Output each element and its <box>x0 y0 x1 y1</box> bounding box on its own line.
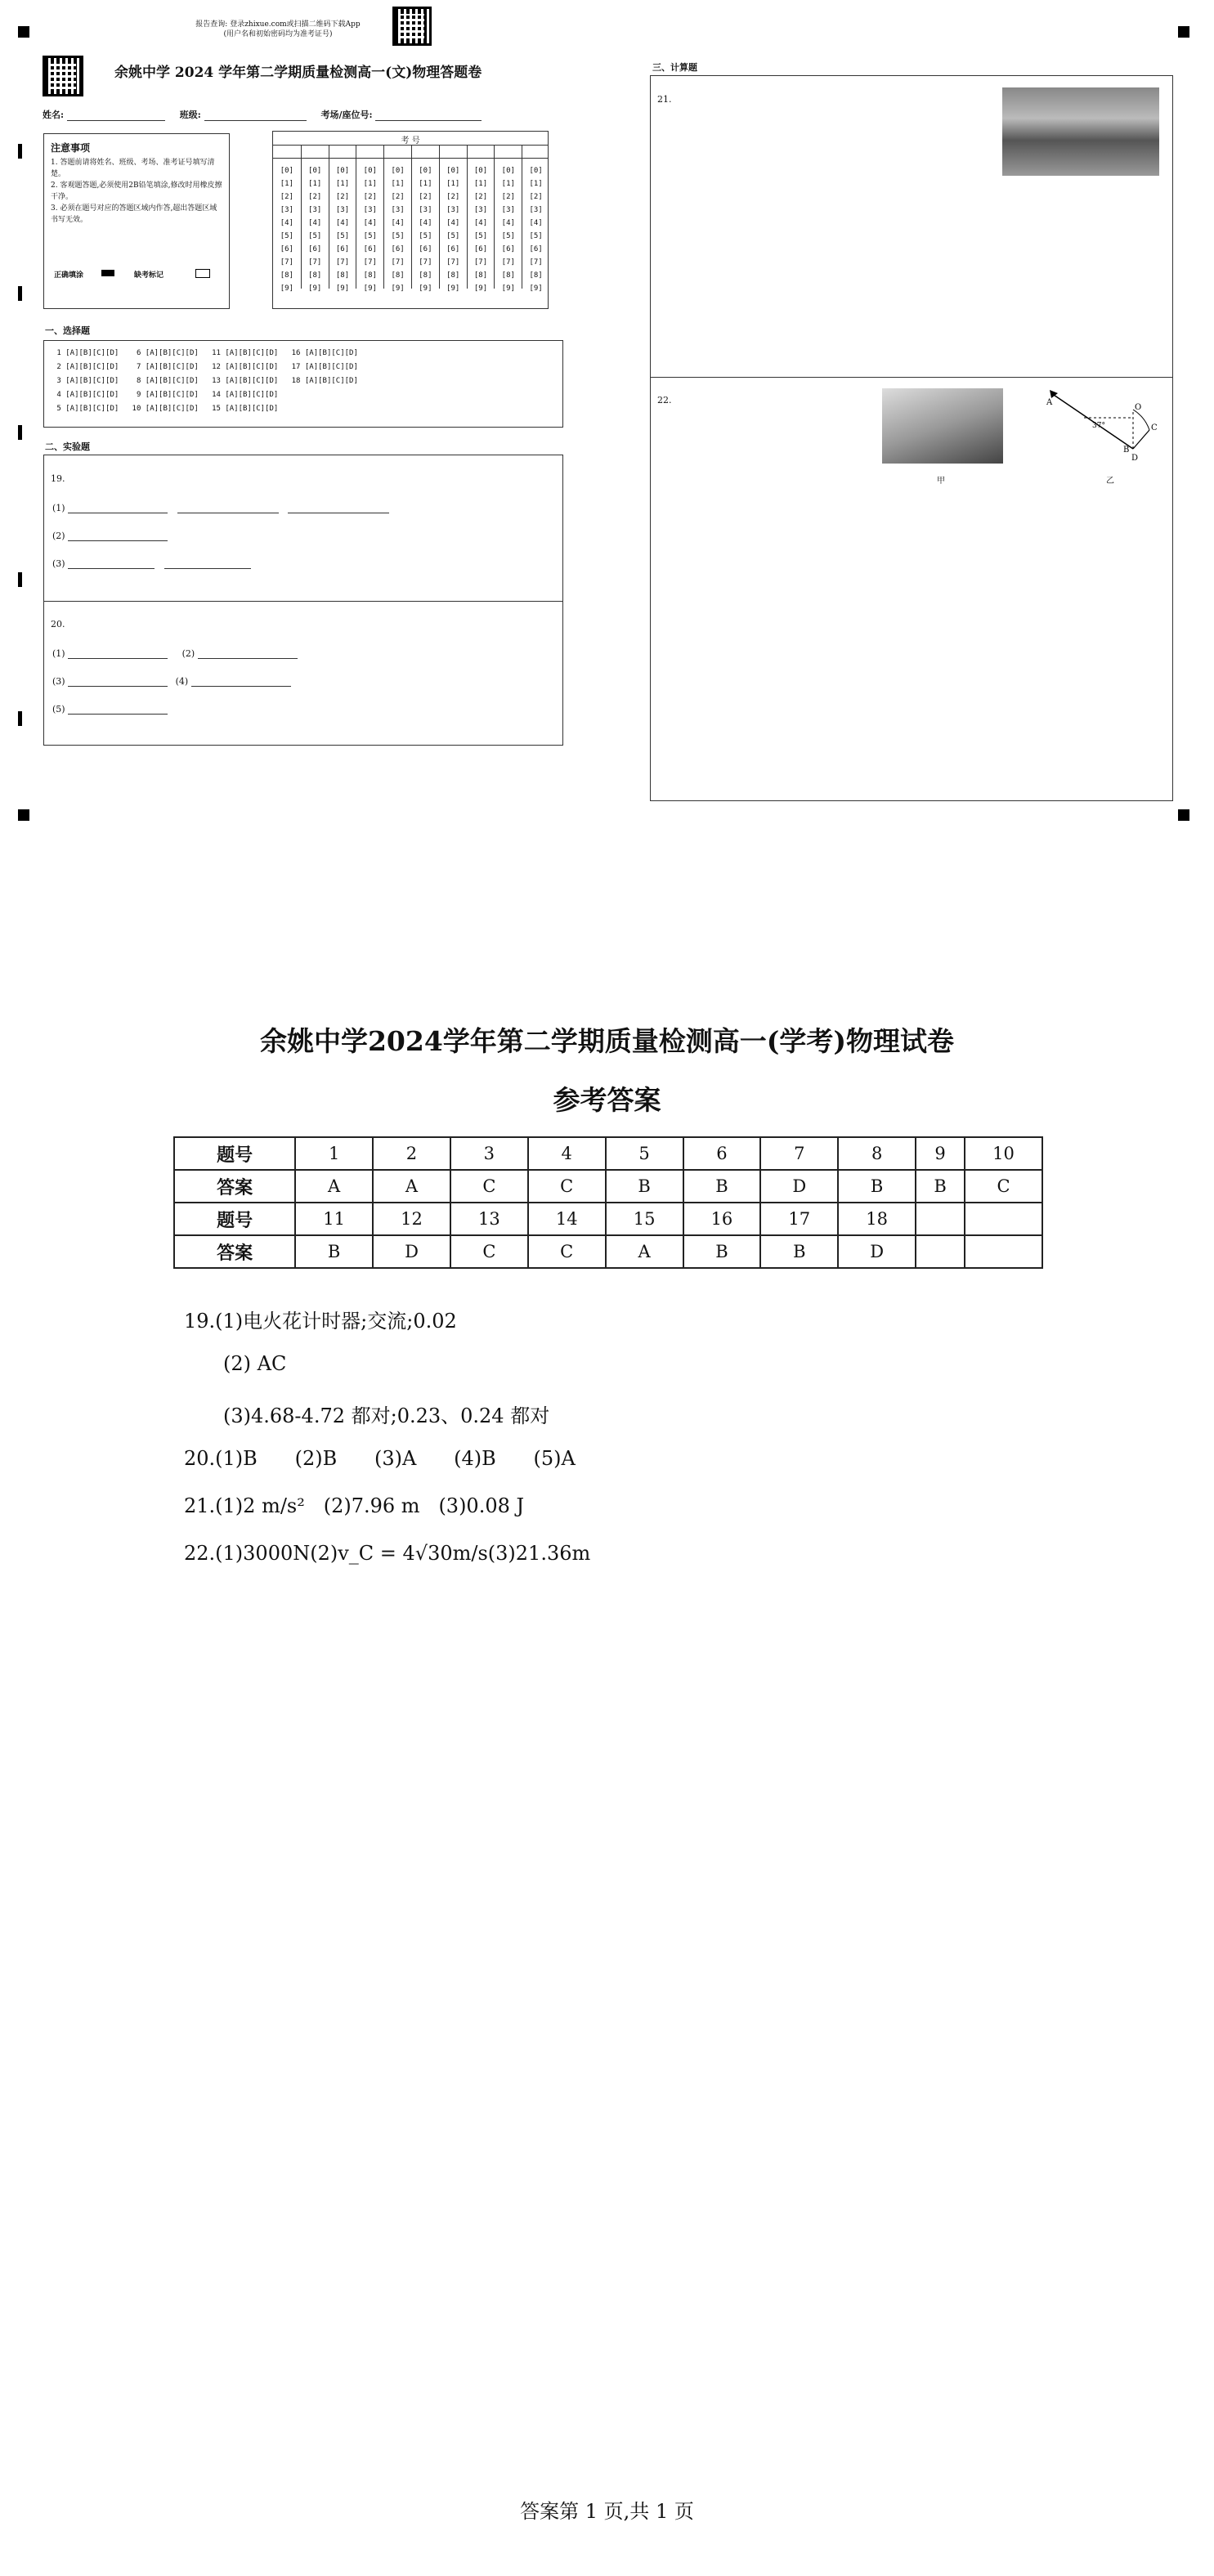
mc-row[interactable]: 4 [A][B][C][D] 9 [A][B][C][D] 14 [A][B][C][D] <box>52 391 279 399</box>
exam-digit-bubble[interactable]: [0] <box>280 167 294 175</box>
exam-number-grid <box>272 131 549 309</box>
timing-mark <box>18 572 22 587</box>
exam-digit-bubble[interactable]: [1] <box>280 180 294 188</box>
qr-code <box>43 56 83 96</box>
exam-digit-bubble[interactable]: [3] <box>280 206 294 214</box>
exam-digit-bubble[interactable]: [9] <box>419 284 432 293</box>
cell: 5 <box>606 1137 683 1170</box>
corner-mark <box>18 809 29 821</box>
exam-digit-bubble[interactable]: [0] <box>419 167 432 175</box>
cell: 13 <box>450 1203 528 1235</box>
cell: 3 <box>450 1137 528 1170</box>
exam-digit-bubble[interactable]: [1] <box>308 180 322 188</box>
row-label: 题号 <box>174 1137 295 1170</box>
calc-box <box>650 75 1173 801</box>
answer-blank[interactable] <box>191 674 291 687</box>
answer-blank[interactable] <box>198 647 298 659</box>
table-row <box>174 1137 1042 1170</box>
exam-digit-column[interactable] <box>439 145 467 293</box>
exam-digit-bubble[interactable]: [1] <box>363 180 377 188</box>
exam-digit-bubble[interactable]: [6] <box>419 245 432 253</box>
corner-mark <box>18 26 29 38</box>
exam-digit-bubble[interactable]: [5] <box>335 232 350 240</box>
exam-digit-bubble[interactable]: [2] <box>419 193 432 201</box>
exam-digit-bubble[interactable]: [5] <box>501 232 515 240</box>
section-experiment: 二、实验题 <box>45 441 90 452</box>
qr-code <box>392 7 432 46</box>
table-row <box>174 1170 1042 1203</box>
cell: C <box>528 1235 606 1268</box>
diagram-label-o: O <box>1135 403 1142 412</box>
q20-part-label: (2) <box>181 648 195 659</box>
corner-mark <box>1178 809 1189 821</box>
exam-digit-bubble[interactable]: [6] <box>363 245 377 253</box>
answer-blank[interactable] <box>68 557 155 569</box>
exam-digit-bubble[interactable]: [4] <box>308 219 322 227</box>
exam-digit-bubble[interactable]: [3] <box>473 206 488 214</box>
cell <box>965 1235 1042 1268</box>
exam-digit-bubble[interactable]: [5] <box>280 232 294 240</box>
cell <box>965 1203 1042 1235</box>
cell: 1 <box>295 1137 373 1170</box>
row-label: 题号 <box>174 1203 295 1235</box>
exam-digit-column[interactable] <box>301 145 329 293</box>
cell: D <box>760 1170 838 1203</box>
cell: 11 <box>295 1203 373 1235</box>
exam-digit-bubble[interactable]: [1] <box>473 180 488 188</box>
answer-table <box>173 1136 1043 1269</box>
exam-digit-column[interactable] <box>383 145 411 293</box>
exam-digit-bubble[interactable]: [5] <box>391 232 405 240</box>
exam-digit-bubble[interactable]: [8] <box>335 271 350 280</box>
q20-number: 20. <box>51 619 65 629</box>
cell: 16 <box>683 1203 761 1235</box>
class-field[interactable] <box>204 109 307 121</box>
absent-label: 缺考标记 <box>134 271 164 280</box>
answer-blank[interactable] <box>164 557 251 569</box>
answer-blank[interactable] <box>68 647 168 659</box>
cell: A <box>606 1235 683 1268</box>
cell: B <box>838 1170 916 1203</box>
diagram-label-d: D <box>1131 454 1139 463</box>
exam-digit-bubble[interactable]: [8] <box>419 271 432 280</box>
exam-digit-bubble[interactable]: [2] <box>501 193 515 201</box>
mc-row[interactable]: 1 [A][B][C][D] 6 [A][B][C][D] 11 [A][B][C][D] 16 [A][B][C][D] <box>52 349 358 357</box>
exam-digit-bubble[interactable]: [9] <box>391 284 405 293</box>
cell: 14 <box>528 1203 606 1235</box>
notes-box <box>43 133 230 309</box>
q20-part-label: (3) <box>52 676 65 687</box>
note-item: 3. 必须在题号对应的答题区域内作答,超出答题区域书写无效。 <box>51 204 217 224</box>
correct-fill-sample <box>101 270 114 276</box>
cell: D <box>373 1235 450 1268</box>
correct-fill-label: 正确填涂 <box>54 271 84 280</box>
exam-digit-bubble[interactable]: [4] <box>419 219 432 227</box>
exam-digit-bubble[interactable]: [3] <box>446 206 460 214</box>
q19-part-label: (3) <box>52 558 65 569</box>
timing-mark <box>18 711 22 726</box>
q22-number: 22. <box>657 395 672 405</box>
mc-row[interactable]: 3 [A][B][C][D] 8 [A][B][C][D] 13 [A][B][C][D] 18 [A][B][C][D] <box>52 377 358 385</box>
answer-19-1: 19.(1)电火花计时器;交流;0.02 <box>184 1310 457 1333</box>
exam-digit-bubble[interactable]: [3] <box>335 206 350 214</box>
answer-blank[interactable] <box>68 501 168 513</box>
cell: B <box>683 1235 761 1268</box>
answer-subtitle: 参考答案 <box>553 1084 661 1116</box>
note-item: 1. 答题前请将姓名、班级、考场、准考证号填写清楚。 <box>51 159 215 178</box>
exam-digit-bubble[interactable]: [7] <box>501 258 515 267</box>
exam-number-label: 考 号 <box>401 137 420 146</box>
name-label: 姓名: <box>43 110 65 120</box>
q19-area <box>44 455 562 602</box>
exam-digit-bubble[interactable]: [7] <box>391 258 405 267</box>
cell: 9 <box>916 1137 965 1170</box>
exam-digit-bubble[interactable]: [0] <box>335 167 350 175</box>
exam-digit-bubble[interactable]: [8] <box>529 271 543 280</box>
exam-digit-bubble[interactable]: [0] <box>363 167 377 175</box>
cell: D <box>838 1235 916 1268</box>
slope-diagram <box>1043 385 1166 475</box>
exam-digit-bubble[interactable]: [9] <box>335 284 350 293</box>
exam-digit-bubble[interactable]: [5] <box>529 232 543 240</box>
exam-digit-bubble[interactable]: [3] <box>308 206 322 214</box>
exam-digit-bubble[interactable]: [9] <box>308 284 322 293</box>
exam-digit-bubble[interactable]: [4] <box>529 219 543 227</box>
exam-digit-bubble[interactable]: [7] <box>335 258 350 267</box>
q20-part-label: (5) <box>52 704 65 715</box>
exam-digit-bubble[interactable]: [7] <box>308 258 322 267</box>
exam-digit-column[interactable] <box>356 145 383 293</box>
cell: 7 <box>760 1137 838 1170</box>
exam-digit-bubble[interactable]: [9] <box>501 284 515 293</box>
cell: 10 <box>965 1137 1042 1170</box>
exam-digit-bubble[interactable]: [9] <box>363 284 377 293</box>
exam-digit-bubble[interactable]: [5] <box>419 232 432 240</box>
cell: B <box>606 1170 683 1203</box>
choice-box <box>43 340 563 428</box>
cell: C <box>965 1170 1042 1203</box>
exam-digit-bubble[interactable]: [2] <box>446 193 460 201</box>
notes-title: 注意事项 <box>51 142 91 154</box>
exam-digit-bubble[interactable]: [2] <box>335 193 350 201</box>
cell: B <box>916 1170 965 1203</box>
q19-part-label: (2) <box>52 531 65 541</box>
table-row <box>174 1203 1042 1235</box>
exam-digit-bubble[interactable]: [1] <box>335 180 350 188</box>
exam-digit-bubble[interactable]: [6] <box>473 245 488 253</box>
cell: 4 <box>528 1137 606 1170</box>
cell: A <box>295 1170 373 1203</box>
exam-digit-column[interactable] <box>411 145 439 293</box>
exam-digit-bubble[interactable]: [7] <box>419 258 432 267</box>
cell: 2 <box>373 1137 450 1170</box>
cell: C <box>450 1170 528 1203</box>
exam-digit-bubble[interactable]: [9] <box>446 284 460 293</box>
exam-digit-bubble[interactable]: [6] <box>335 245 350 253</box>
answer-blank[interactable] <box>68 529 168 541</box>
exam-digit-bubble[interactable]: [1] <box>529 180 543 188</box>
note-item: 2. 客观题答题,必须使用2B铅笔填涂,修改时用橡皮擦干净。 <box>51 181 222 201</box>
fig-a-label: 甲 <box>937 477 945 486</box>
exam-digit-bubble[interactable]: [1] <box>501 180 515 188</box>
q20-part-label: (4) <box>175 676 189 687</box>
exam-digit-bubble[interactable]: [6] <box>308 245 322 253</box>
exam-digit-bubble[interactable]: [9] <box>280 284 294 293</box>
page-footer: 答案第 1 页,共 1 页 <box>520 2500 694 2523</box>
diagram-label-b: B <box>1123 446 1130 455</box>
exam-digit-bubble[interactable]: [9] <box>473 284 488 293</box>
exam-digit-bubble[interactable]: [5] <box>446 232 460 240</box>
seat-field[interactable] <box>375 109 482 121</box>
exam-digit-bubble[interactable]: [0] <box>308 167 322 175</box>
exam-digit-bubble[interactable]: [3] <box>419 206 432 214</box>
cell: 12 <box>373 1203 450 1235</box>
cell: 15 <box>606 1203 683 1235</box>
exam-digit-bubble[interactable]: [8] <box>308 271 322 280</box>
answer-22: 22.(1)3000N(2)v_C = 4√30m/s(3)21.36m <box>184 1542 591 1565</box>
diagram-label-a: A <box>1046 398 1053 407</box>
answer-20: 20.(1)B (2)B (3)A (4)B (5)A <box>184 1447 576 1470</box>
exam-digit-bubble[interactable]: [8] <box>501 271 515 280</box>
row-label: 答案 <box>174 1170 295 1203</box>
timing-mark <box>18 144 22 159</box>
exam-digit-bubble[interactable]: [1] <box>419 180 432 188</box>
exam-digit-bubble[interactable]: [3] <box>391 206 405 214</box>
exam-digit-column[interactable] <box>522 145 549 293</box>
exam-digit-bubble[interactable]: [6] <box>529 245 543 253</box>
exam-digit-bubble[interactable]: [7] <box>446 258 460 267</box>
exam-digit-bubble[interactable]: [6] <box>280 245 294 253</box>
notice-line1: 报告查询: 登录zhixue.com或扫描二维码下载App <box>195 20 361 29</box>
exam-digit-bubble[interactable]: [7] <box>529 258 543 267</box>
exam-digit-bubble[interactable]: [1] <box>391 180 405 188</box>
answer-title: 余姚中学2024学年第二学期质量检测高一(学考)物理试卷 <box>259 1025 955 1057</box>
exam-digit-bubble[interactable]: [2] <box>280 193 294 201</box>
exam-digit-bubble[interactable]: [2] <box>363 193 377 201</box>
q21-area <box>651 76 1172 378</box>
answer-blank[interactable] <box>68 674 168 687</box>
exam-digit-bubble[interactable]: [0] <box>501 167 515 175</box>
exam-digit-bubble[interactable]: [4] <box>446 219 460 227</box>
q20-area <box>44 601 562 746</box>
fig-b-label: 乙 <box>1106 477 1114 486</box>
cell <box>916 1203 965 1235</box>
section-choice: 一、选择题 <box>45 325 90 336</box>
exam-digit-bubble[interactable]: [0] <box>529 167 543 175</box>
exam-digit-column[interactable] <box>329 145 356 293</box>
q19-part-label: (1) <box>52 503 65 513</box>
exam-digit-bubble[interactable]: [3] <box>363 206 377 214</box>
exam-digit-bubble[interactable]: [0] <box>473 167 488 175</box>
cell: 6 <box>683 1137 761 1170</box>
exam-digit-bubble[interactable]: [6] <box>446 245 460 253</box>
seat-label: 考场/座位号: <box>320 110 373 120</box>
diagram-angle: 37° <box>1092 422 1105 430</box>
cell <box>916 1235 965 1268</box>
exam-digit-bubble[interactable]: [4] <box>391 219 405 227</box>
sheet-title: 余姚中学 2024 学年第二学期质量检测高一(文)物理答题卷 <box>114 65 482 81</box>
exam-digit-bubble[interactable]: [2] <box>391 193 405 201</box>
exam-digit-bubble[interactable]: [7] <box>473 258 488 267</box>
q21-number: 21. <box>657 94 672 105</box>
cell: 18 <box>838 1203 916 1235</box>
absent-checkbox[interactable] <box>195 269 210 278</box>
exam-digit-bubble[interactable]: [8] <box>391 271 405 280</box>
cell: B <box>760 1235 838 1268</box>
cell: B <box>683 1170 761 1203</box>
section-calc: 三、计算题 <box>652 62 697 73</box>
exam-digit-bubble[interactable]: [8] <box>473 271 488 280</box>
exam-digit-column[interactable] <box>494 145 522 293</box>
cell: 8 <box>838 1137 916 1170</box>
exam-digit-bubble[interactable]: [8] <box>446 271 460 280</box>
answer-blank[interactable] <box>68 702 168 715</box>
diagram-label-c: C <box>1151 423 1158 432</box>
notes-list <box>51 157 222 226</box>
q20-part-label: (1) <box>52 648 65 659</box>
q19-number: 19. <box>51 473 65 484</box>
timing-mark <box>18 286 22 301</box>
exam-digit-bubble[interactable]: [3] <box>529 206 543 214</box>
exam-digit-bubble[interactable]: [2] <box>308 193 322 201</box>
mc-row[interactable]: 5 [A][B][C][D] 10 [A][B][C][D] 15 [A][B][C][D] <box>52 405 279 413</box>
exam-digit-bubble[interactable]: [1] <box>446 180 460 188</box>
answer-21: 21.(1)2 m/s² (2)7.96 m (3)0.08 J <box>184 1494 525 1517</box>
answer-blank[interactable] <box>177 501 279 513</box>
notice-line2: (用户名和初始密码均为准考证号) <box>223 30 333 38</box>
answer-blank[interactable] <box>288 501 389 513</box>
exam-digit-bubble[interactable]: [7] <box>363 258 377 267</box>
exam-digit-bubble[interactable]: [5] <box>473 232 488 240</box>
exam-digit-bubble[interactable]: [6] <box>391 245 405 253</box>
answer-19-3: (3)4.68-4.72 都对;0.23、0.24 都对 <box>223 1404 550 1427</box>
timing-mark <box>18 425 22 440</box>
mc-row[interactable]: 2 [A][B][C][D] 7 [A][B][C][D] 12 [A][B][C][D] 17 [A][B][C][D] <box>52 363 358 371</box>
exam-digit-column[interactable] <box>467 145 495 293</box>
exam-digit-bubble[interactable]: [8] <box>363 271 377 280</box>
info-row <box>43 108 482 121</box>
class-label: 班级: <box>179 110 201 120</box>
exam-digit-bubble[interactable]: [7] <box>280 258 294 267</box>
exam-digit-column[interactable] <box>273 164 301 295</box>
exam-digit-bubble[interactable]: [5] <box>363 232 377 240</box>
exam-digit-bubble[interactable]: [0] <box>446 167 460 175</box>
exam-digit-bubble[interactable]: [9] <box>529 284 543 293</box>
exam-digit-bubble[interactable]: [5] <box>308 232 322 240</box>
cell: C <box>528 1170 606 1203</box>
report-notice <box>168 20 388 39</box>
exam-digit-bubble[interactable]: [4] <box>363 219 377 227</box>
experiment-box <box>43 455 563 746</box>
exam-digit-bubble[interactable]: [6] <box>501 245 515 253</box>
exam-digit-bubble[interactable]: [3] <box>501 206 515 214</box>
exam-digit-bubble[interactable]: [2] <box>529 193 543 201</box>
factory-photo <box>1002 87 1159 176</box>
exam-digit-bubble[interactable]: [8] <box>280 271 294 280</box>
exam-digit-bubble[interactable]: [0] <box>391 167 405 175</box>
exam-digit-bubble[interactable]: [4] <box>501 219 515 227</box>
answer-19-2: (2) AC <box>223 1352 287 1375</box>
corner-mark <box>1178 26 1189 38</box>
ski-jump-photo <box>882 388 1003 464</box>
table-row <box>174 1235 1042 1268</box>
cell: C <box>450 1235 528 1268</box>
exam-digit-bubble[interactable]: [4] <box>280 219 294 227</box>
q22-area <box>651 377 1172 802</box>
cell: B <box>295 1235 373 1268</box>
cell: A <box>373 1170 450 1203</box>
exam-digit-bubble[interactable]: [4] <box>473 219 488 227</box>
cell: 17 <box>760 1203 838 1235</box>
name-field[interactable] <box>67 109 165 121</box>
exam-digit-bubble[interactable]: [2] <box>473 193 488 201</box>
exam-digit-bubble[interactable]: [4] <box>335 219 350 227</box>
row-label: 答案 <box>174 1235 295 1268</box>
